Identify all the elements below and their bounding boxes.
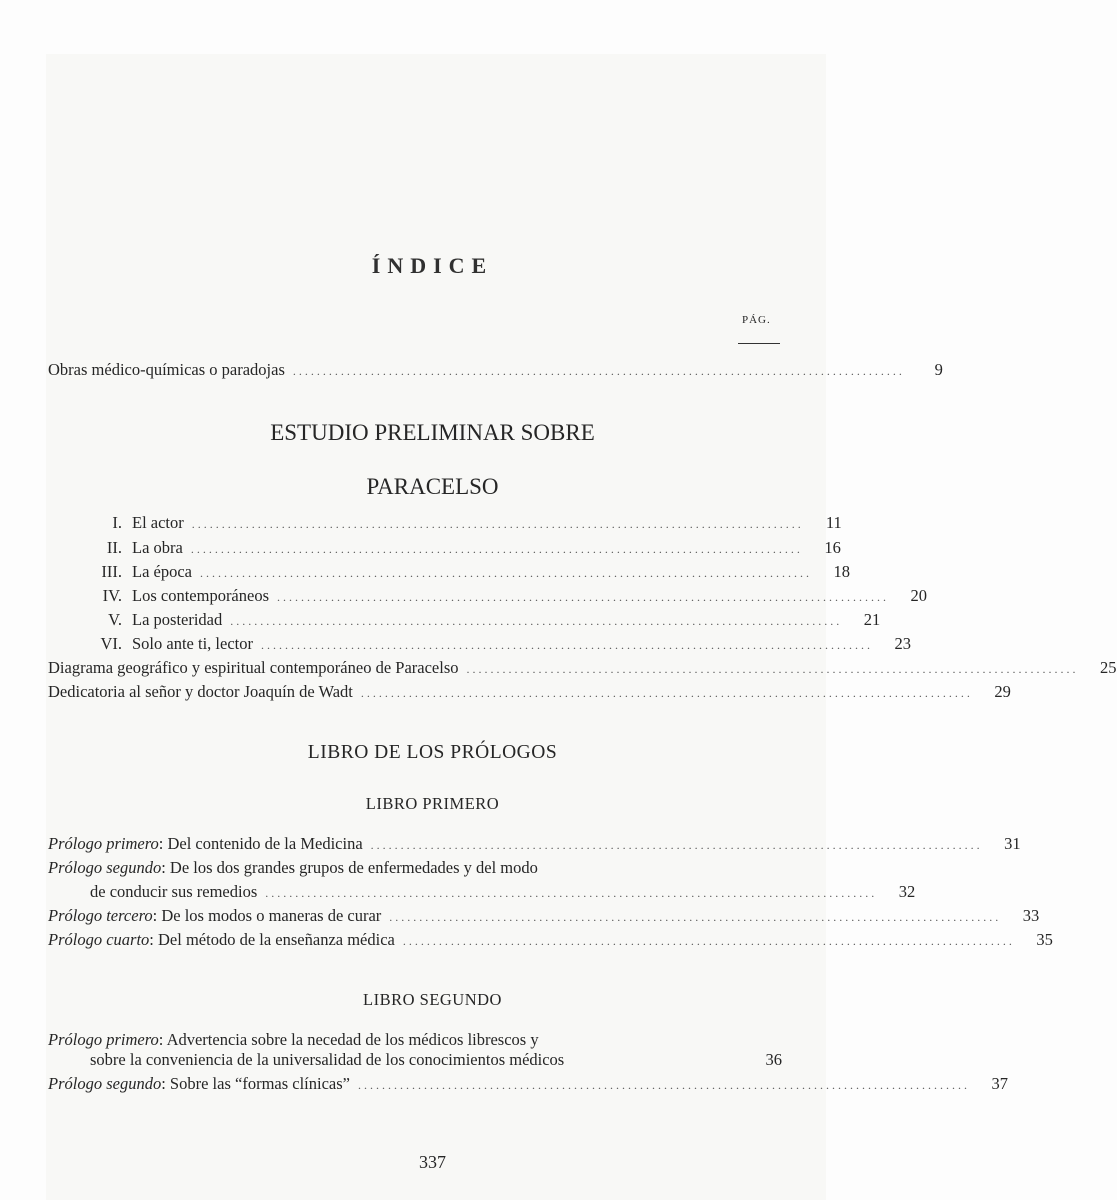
toc-entry-text: Prólogo primero: Del contenido de la Medicina <box>48 834 363 853</box>
leader-dots: ...................................................................................................... <box>265 886 878 900</box>
page-number: 337 <box>419 1152 446 1172</box>
toc-entry-text: sobre la conveniencia de la universalidad de los conocimientos médicos <box>90 1050 565 1069</box>
leader-dots: ...................................................................................................... <box>466 662 1079 676</box>
toc-entry-page: 9 <box>934 360 943 379</box>
toc-entry-number: I. <box>112 513 122 532</box>
toc-entry <box>48 560 850 584</box>
toc-entry <box>48 358 943 382</box>
toc-entry-page: 36 <box>765 1050 782 1069</box>
toc-entry <box>48 1072 1008 1096</box>
toc-entry-text: Los contemporáneos <box>132 586 270 605</box>
toc-entry-text: La época <box>132 562 192 581</box>
section-heading: ESTUDIO PRELIMINAR SOBRE <box>270 420 595 445</box>
toc-entry <box>48 928 1053 952</box>
toc-entry-text: Prólogo tercero: De los modos o maneras de curar <box>48 906 382 925</box>
toc-entry <box>48 632 911 656</box>
toc-entry-number: II. <box>106 538 122 557</box>
toc-entry-text: El actor <box>132 513 184 532</box>
toc-entry-page: 16 <box>824 538 841 557</box>
toc-entry-page: 29 <box>994 682 1011 701</box>
prologue-label: Prólogo primero <box>48 1030 159 1049</box>
toc-entry-page: 11 <box>825 513 842 532</box>
toc-entry-page: 35 <box>1036 930 1053 949</box>
leader-dots: ...................................................................................................... <box>292 364 905 378</box>
toc-entry <box>48 608 881 632</box>
toc-entry-text: de conducir sus remedios <box>90 882 258 901</box>
toc-entry-page: 32 <box>898 882 916 901</box>
toc-entry-continuation <box>48 1048 782 1072</box>
toc-entry-continuation <box>48 880 916 904</box>
toc-entry-number: V. <box>108 610 122 629</box>
toc-entry <box>48 584 928 608</box>
toc-entry-number: VI. <box>100 634 122 653</box>
leader-dots: ...................................................................................................... <box>200 566 812 580</box>
prologue-label: Prólogo primero <box>48 834 159 853</box>
prologue-label: Prólogo tercero <box>48 906 153 925</box>
page-column-label: PÁG. <box>742 314 771 326</box>
leader-dots: ...................................................................................................... <box>358 1078 970 1092</box>
toc-entry-text: Prólogo cuarto: Del método de la enseñanza médica <box>48 930 395 949</box>
page-column-rule <box>738 343 780 344</box>
toc-entry <box>48 680 1011 704</box>
toc-entry-page: 31 <box>1004 834 1021 853</box>
toc-entry-text: : De los dos grandes grupos de enfermedades y del modo <box>161 858 538 877</box>
section-heading: LIBRO DE LOS PRÓLOGOS <box>307 742 558 763</box>
toc-entry-text: La obra <box>132 538 183 557</box>
toc-entry-text: Diagrama geográfico y espiritual contemporáneo de Paracelso <box>48 658 459 677</box>
leader-dots: ...................................................................................................... <box>260 638 873 652</box>
leader-dots: ...................................................................................................... <box>277 590 890 604</box>
index-title: ÍNDICE <box>371 253 494 278</box>
leader-dots: ...................................................................................................... <box>191 517 804 531</box>
leader-dots: ...................................................................................................... <box>190 542 803 556</box>
book-heading: LIBRO SEGUNDO <box>363 990 502 1009</box>
toc-entry-page: 25 <box>1100 658 1117 677</box>
leader-dots: ...................................................................................................... <box>360 686 973 700</box>
prologue-label: Prólogo cuarto <box>48 930 150 949</box>
toc-entry <box>48 536 841 560</box>
toc-entry-number: IV. <box>102 586 122 605</box>
leader-dots: ...................................................................................................... <box>230 614 843 628</box>
leader-dots: ...................................................................................................... <box>370 838 983 852</box>
toc-entry-number: III. <box>101 562 122 581</box>
toc-entry <box>48 904 1040 928</box>
toc-entry-text: Solo ante ti, lector <box>132 634 253 653</box>
toc-entry-page: 33 <box>1022 906 1040 925</box>
leader-dots: ...................................................................................................... <box>389 910 1002 924</box>
prologue-label: Prólogo segundo <box>48 1074 162 1093</box>
toc-entry-text: Dedicatoria al señor y doctor Joaquín de Wadt <box>48 682 353 701</box>
toc-entry <box>48 832 1021 856</box>
toc-entry <box>48 656 1117 680</box>
toc-entry <box>48 511 842 535</box>
toc-entry-page: 18 <box>833 562 850 581</box>
toc-entry-text: Prólogo segundo: Sobre las “formas clínicas” <box>48 1074 350 1093</box>
toc-entry-page: 23 <box>894 634 911 653</box>
leader-dots: ...................................................................................................... <box>402 934 1015 948</box>
book-heading: LIBRO PRIMERO <box>365 794 500 813</box>
section-subheading: PARACELSO <box>366 474 499 499</box>
toc-entry-page: 37 <box>991 1074 1008 1093</box>
toc-entry-page: 20 <box>910 586 928 605</box>
prologue-label: Prólogo segundo <box>48 858 162 877</box>
toc-entry-text: La posteridad <box>132 610 223 629</box>
toc-entry <box>48 856 782 880</box>
toc-entry-text: Obras médico-químicas o paradojas <box>48 360 285 379</box>
toc-entry-text: : Advertencia sobre la necedad de los médicos librescos y <box>158 1030 539 1049</box>
toc-entry-page: 21 <box>863 610 881 629</box>
